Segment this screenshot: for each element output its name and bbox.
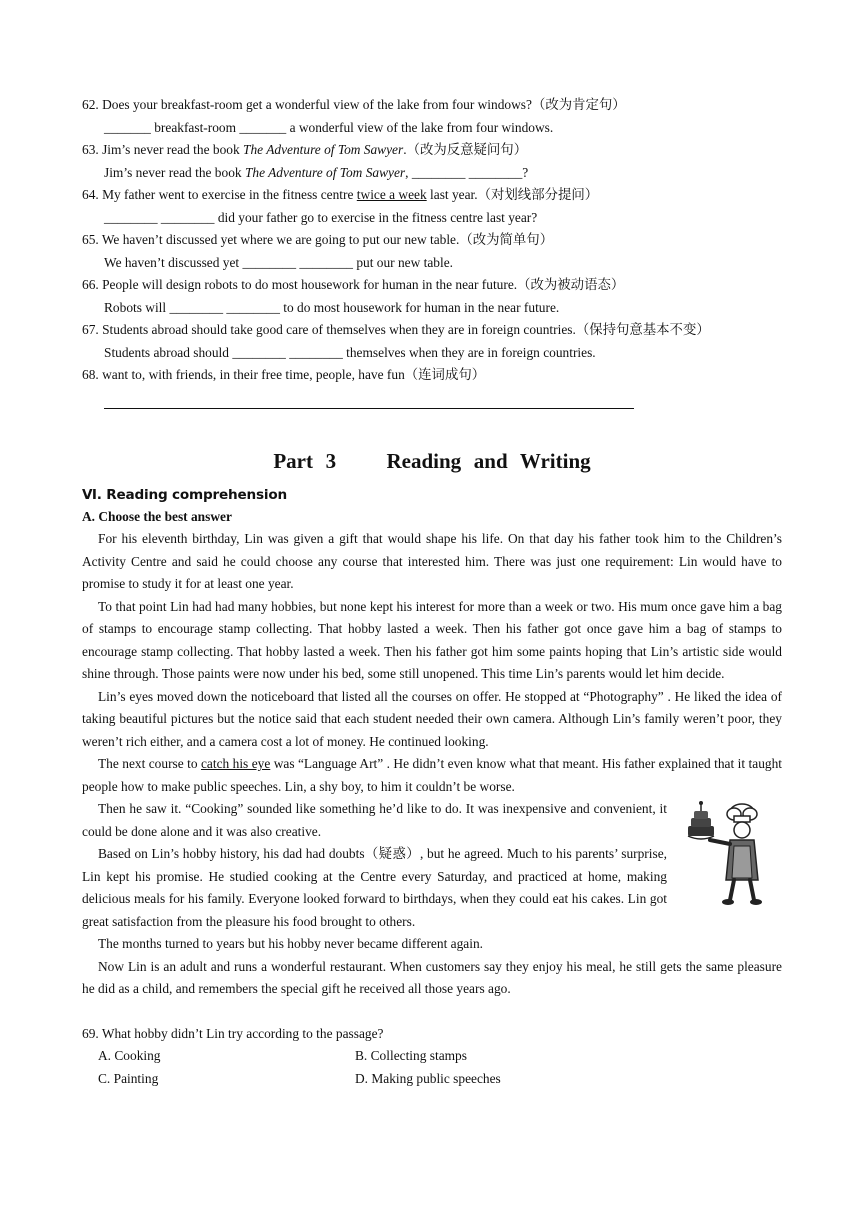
subsection-heading: A. Choose the best answer xyxy=(82,509,232,524)
exercise-63-question xyxy=(82,139,782,162)
option-d[interactable]: D. Making public speeches xyxy=(355,1070,501,1086)
exercise-62-question: 62. Does your breakfast-room get a wonderful view of the lake from four windows?（改为肯定句） xyxy=(82,97,626,112)
passage-with-illustration xyxy=(82,798,782,933)
passage-paragraph-6: Based on Lin’s hobby history, his dad had doubts（疑惑）, but he agreed. Much to his parents’ surprise, Lin kept his promise. He studied cooking at the Centre every Saturday, and practiced at home, making delicious meals for his family. Everyone looked forward to birthdays, when they could eat his cakes. Lin got great satisfaction from the pleasure his food brought to others. xyxy=(82,846,667,929)
passage-paragraph-7: The months turned to years but his hobby never became different again. xyxy=(98,936,483,951)
q63-book-title: The Adventure of Tom Sawyer xyxy=(243,142,404,157)
passage-paragraph-5: Then he saw it. “Cooking” sounded like something he’d like to do. It was inexpensive and convenient, it could be done alone and it was also creative. xyxy=(82,801,667,839)
exercise-62-answer: _______ breakfast-room _______ a wonderful view of the lake from four windows. xyxy=(104,119,554,135)
a63-book-title: The Adventure of Tom Sawyer xyxy=(244,164,406,180)
exercise-68-question: 68. want to, with friends, in their free time, people, have fun（连词成句） xyxy=(82,367,486,382)
q63-post: .（改为反意疑问句） xyxy=(403,142,528,157)
question-69-options-row-2 xyxy=(82,1068,782,1091)
exercise-64-question xyxy=(82,184,782,207)
exercise-68-answer-line xyxy=(82,387,782,410)
a63-post: , ________ ________? xyxy=(405,164,529,180)
a63-pre: Jim’s never read the book xyxy=(104,164,245,180)
passage-paragraph-3: Lin’s eyes moved down the noticeboard that listed all the courses on offer. He stopped at “Photography” . He liked the idea of taking beautiful pictures but the notice said that each student needed their own camera. Although Lin’s family weren’t poor, they weren’t rich either, and a camera cost a lot of money. He continued looking. xyxy=(82,688,782,749)
exercise-63-answer xyxy=(82,162,782,185)
exercise-64-answer: ________ ________ did your father go to exercise in the fitness centre last year? xyxy=(104,209,538,225)
p4-pre: The next course to xyxy=(98,756,201,771)
option-c[interactable]: C. Painting xyxy=(98,1070,159,1086)
exercise-66-question: 66. People will design robots to do most housework for human in the near future.（改为被动语态） xyxy=(82,277,625,292)
exercise-65-question: 65. We haven’t discussed yet where we are going to put our new table.（改为简单句） xyxy=(82,232,554,247)
q64-pre: 64. My father went to exercise in the fitness centre xyxy=(82,187,357,202)
p4-underlined-phrase: catch his eye xyxy=(200,756,271,771)
option-a[interactable]: A. Cooking xyxy=(98,1048,161,1063)
part-title: Part 3 Reading and Writing xyxy=(273,449,591,473)
exercise-67-question: 67. Students abroad should take good care of themselves when they are in foreign countries.（保持句意基本不变） xyxy=(82,322,710,337)
option-b[interactable]: B. Collecting stamps xyxy=(355,1048,467,1063)
q64-underlined: twice a week xyxy=(356,187,427,202)
answer-blank-line xyxy=(104,394,634,409)
worksheet-page xyxy=(82,94,782,1090)
question-69: 69. What hobby didn’t Lin try according to the passage? xyxy=(82,1025,384,1041)
exercise-65-answer: We haven’t discussed yet ________ ________ put our new table. xyxy=(104,254,453,270)
p4-post: was “Language Art” . He didn’t even know what that meant. His father explained that it taught people how to make public speeches. Lin, a shy boy, to him it couldn’t be worse. xyxy=(82,756,782,794)
passage-paragraph-2: To that point Lin had had many hobbies, but none kept his interest for more than a week or two. His mum once gave him a bag of stamps to encourage stamp collecting. That hobby lasted a week. Then his father got once gave him a bag of stamps to encourage stamp collecting. That hobby lasted a week. Then his father got him some paints hoping that Lin’s artistic side would shine through. Those paints were now under his bed, some still unopened. This time Lin’s parents would let him decide. xyxy=(82,598,782,681)
section-heading: Ⅵ. Reading comprehension xyxy=(82,487,287,503)
q63-pre: 63. Jim’s never read the book xyxy=(82,142,244,157)
passage-paragraph-4 xyxy=(82,753,782,798)
passage-paragraph-8: Now Lin is an adult and runs a wonderful restaurant. When customers say they enjoy his meal, he still gets the same pleasure he did as a child, and remembers the special gift he received all those years ago. xyxy=(82,958,782,996)
question-69-options-row-1 xyxy=(82,1045,782,1068)
q64-post: last year.（对划线部分提问） xyxy=(426,187,599,202)
exercise-66-answer: Robots will ________ ________ to do most housework for human in the near future. xyxy=(104,299,560,315)
exercise-67-answer: Students abroad should ________ ________ themselves when they are in foreign countries. xyxy=(104,344,596,360)
chef-illustration xyxy=(672,800,782,910)
passage-paragraph-1: For his eleventh birthday, Lin was given a gift that would shape his life. On that day his father took him to the Children’s Activity Centre and said he could choose any course that interested him. There was just one requirement: Lin would have to promise to study it for at least one year. xyxy=(82,531,782,591)
